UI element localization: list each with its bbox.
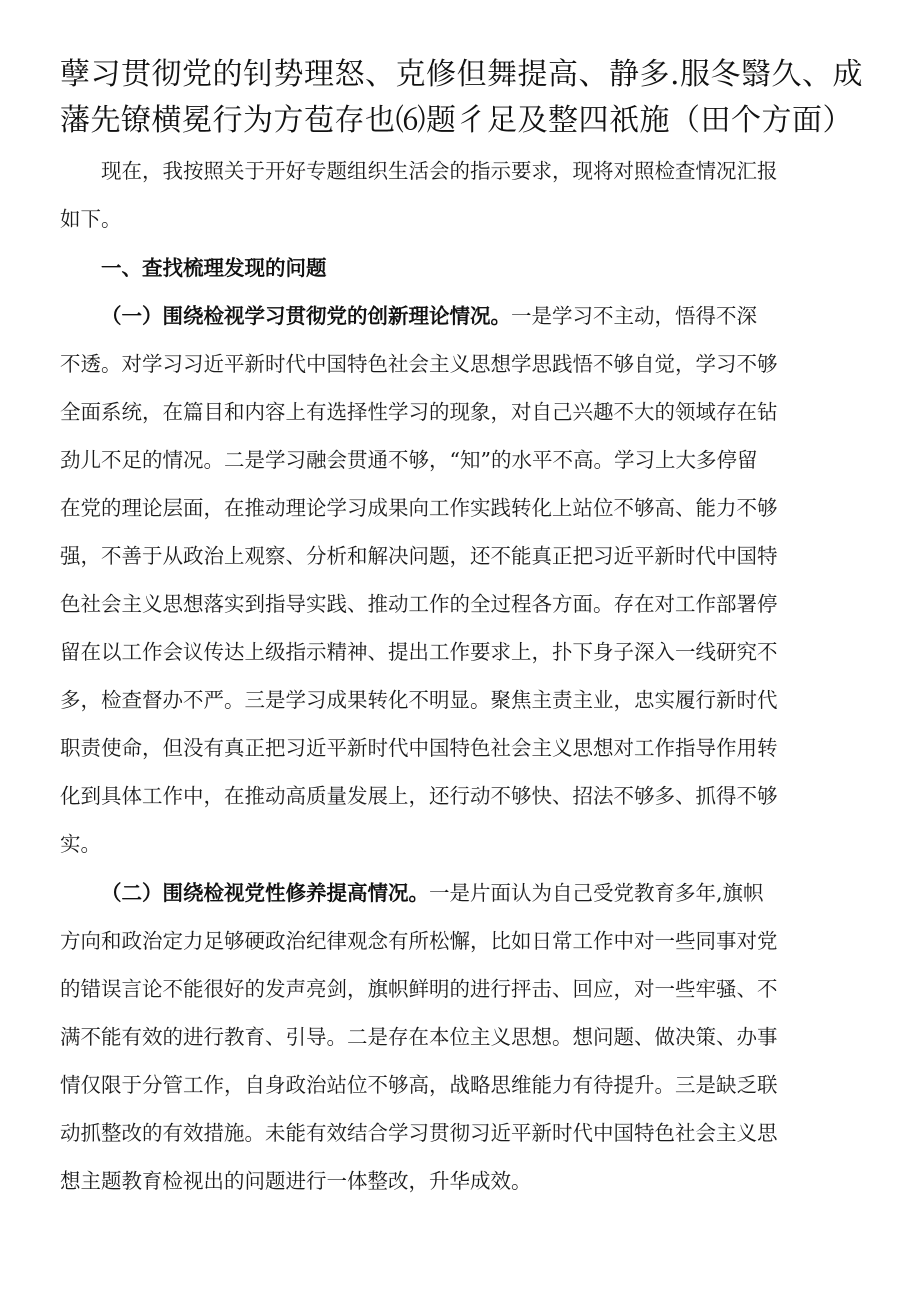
paragraph-line: 动抓整改的有效措施。未能有效结合学习贯彻习近平新时代中国特色社会主义思 bbox=[60, 1121, 778, 1145]
paragraph-line: 在党的理论层面，在推动理论学习成果向工作实践转化上站位不够高、能力不够 bbox=[60, 496, 778, 520]
paragraph-line: 的错误言论不能很好的发声亮剑，旗帜鲜明的进行抨击、回应，对一些牢骚、不 bbox=[60, 977, 778, 1001]
document-title-line-2: 藩先镣横冕行为方苞存也⑹题彳足及整四祇施（田个方面） bbox=[60, 103, 853, 138]
paragraph-line: 方向和政治定力足够硬政治纪律观念有所松懈，比如日常工作中对一些同事对党 bbox=[60, 929, 778, 953]
intro-line-1: 现在，我按照关于开好专题组织生活会的指示要求，现将对照检查情况汇报 bbox=[101, 159, 778, 183]
sub-1-first-line bbox=[101, 302, 911, 330]
document-title-line-1: 孽习贯彻党的钊势理怒、克修但舞提高、静多.服冬翳久、成 bbox=[60, 57, 864, 92]
sub-2-first-line bbox=[101, 879, 911, 907]
sub-2-heading: （二）围绕检视党性修养提高情况。 bbox=[101, 881, 429, 905]
paragraph-line: 职责使命，但没有真正把习近平新时代中国特色社会主义思想对工作指导作用转 bbox=[60, 736, 778, 760]
sub-1-first-line-text: 一是学习不主动，悟得不深 bbox=[511, 304, 757, 328]
paragraph-line: 情仅限于分管工作，自身政治站位不够高，战略思维能力有待提升。三是缺乏联 bbox=[60, 1073, 778, 1097]
sub-2-first-line-text: 一是片面认为自己受党教育多年,旗帜 bbox=[429, 881, 764, 905]
paragraph-line: 留在以工作会议传达上级指示精神、提出工作要求上，扑下身子深入一线研究不 bbox=[60, 640, 778, 664]
sub-1-heading: （一）围绕检视学习贯彻党的创新理论情况。 bbox=[101, 304, 511, 328]
paragraph-line: 全面系统，在篇目和内容上有选择性学习的现象，对自己兴趣不大的领域存在钻 bbox=[60, 400, 778, 424]
paragraph-line: 色社会主义思想落实到指导实践、推动工作的全过程各方面。存在对工作部署停 bbox=[60, 592, 778, 616]
paragraph-line: 强，不善于从政治上观察、分析和解决问题，还不能真正把习近平新时代中国特 bbox=[60, 544, 778, 568]
paragraph-line: 化到具体工作中，在推动高质量发展上，还行动不够快、招法不够多、抓得不够 bbox=[60, 784, 778, 808]
paragraph-line: 实。 bbox=[60, 832, 101, 856]
paragraph-line: 劲儿不足的情况。二是学习融会贯通不够，“知”的水平不高。学习上大多停留 bbox=[60, 448, 758, 472]
paragraph-line: 不透。对学习习近平新时代中国特色社会主义思想学思践悟不够自觉，学习不够 bbox=[60, 352, 778, 376]
paragraph-line: 多，检查督办不严。三是学习成果转化不明显。聚焦主责主业，忠实履行新时代 bbox=[60, 688, 778, 712]
paragraph-line: 想主题教育检视出的问题进行一体整改，升华成效。 bbox=[60, 1169, 532, 1193]
intro-line-2: 如下。 bbox=[60, 207, 122, 231]
paragraph-line: 满不能有效的进行教育、引导。二是存在本位主义思想。想问题、做决策、办事 bbox=[60, 1025, 778, 1049]
section-heading: 一、查找梳理发现的问题 bbox=[101, 256, 327, 280]
